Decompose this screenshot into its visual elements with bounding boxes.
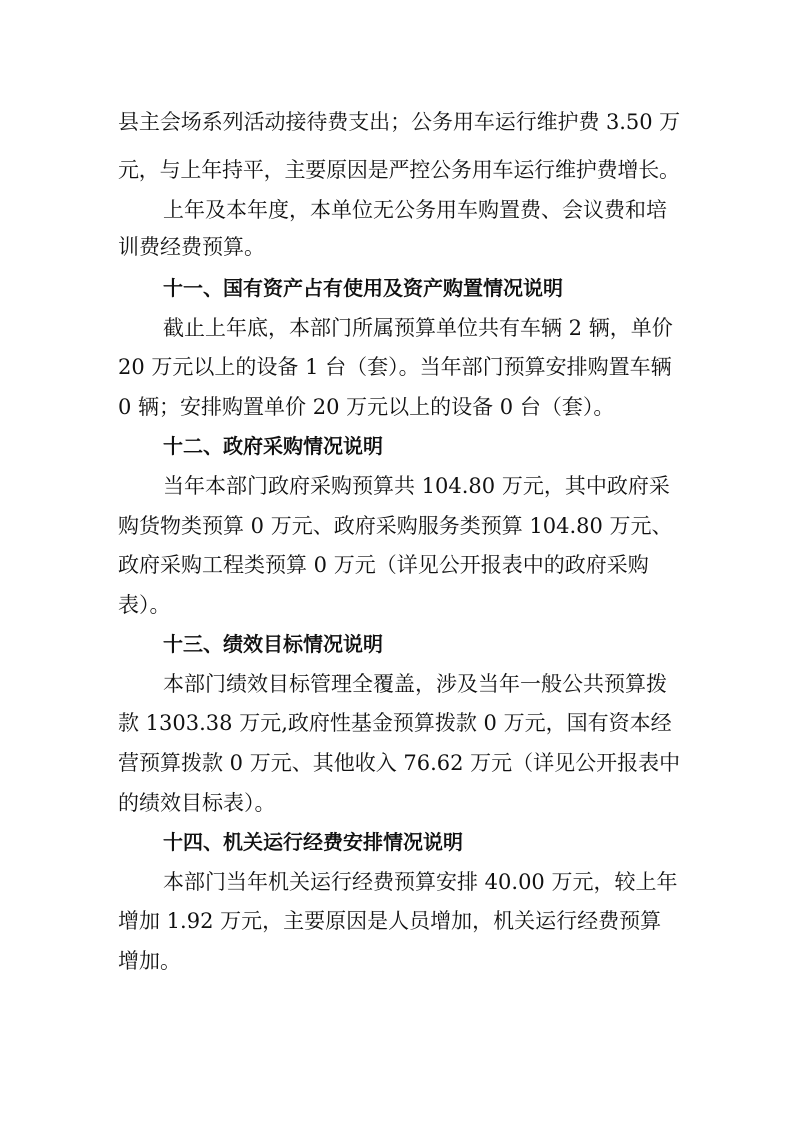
body-text-line: 元，与上年持平，主要原因是严控公务用车运行维护费增长。 — [118, 158, 680, 182]
section-heading-12: 十二、政府采购情况说明 — [163, 434, 383, 458]
body-text-line: 营预算拨款 0 万元、其他收入 76.62 万元（详见公开报表中 — [118, 751, 681, 775]
body-text-line: 表）。 — [118, 593, 171, 617]
body-text-line: 增加 1.92 万元，主要原因是人员增加，机关运行经费预算 — [118, 909, 662, 933]
body-text-line: 本部门绩效目标管理全覆盖，涉及当年一般公共预算拨 — [163, 672, 667, 696]
section-heading-13: 十三、绩效目标情况说明 — [163, 632, 383, 656]
section-heading-11: 十一、国有资产占有使用及资产购置情况说明 — [163, 276, 563, 300]
body-text-line: 本部门当年机关运行经费预算安排 40.00 万元，较上年 — [163, 870, 678, 894]
body-text-line: 政府采购工程类预算 0 万元（详见公开报表中的政府采购 — [118, 553, 649, 577]
body-text-line: 当年本部门政府采购预算共 104.80 万元，其中政府采 — [163, 474, 670, 498]
body-text-line: 的绩效目标表）。 — [118, 791, 276, 815]
body-text-line: 上年及本年度，本单位无公务用车购置费、会议费和培 — [163, 198, 667, 222]
body-text-line: 增加。 — [118, 949, 181, 973]
section-heading-14: 十四、机关运行经费安排情况说明 — [163, 830, 463, 854]
body-text-line: 款 1303.38 万元,政府性基金预算拨款 0 万元，国有资本经 — [118, 711, 672, 735]
body-text-line: 截止上年底，本部门所属预算单位共有车辆 2 辆，单价 — [163, 316, 673, 340]
body-text-line: 县主会场系列活动接待费支出；公务用车运行维护费 3.50 万 — [118, 110, 681, 134]
body-text-line: 购货物类预算 0 万元、政府采购服务类预算 104.80 万元、 — [118, 514, 673, 538]
body-text-line: 20 万元以上的设备 1 台（套）。当年部门预算安排购置车辆 — [118, 355, 672, 379]
body-text-line: 0 辆；安排购置单价 20 万元以上的设备 0 台（套）。 — [118, 395, 615, 419]
body-text-line: 训费经费预算。 — [118, 235, 265, 259]
